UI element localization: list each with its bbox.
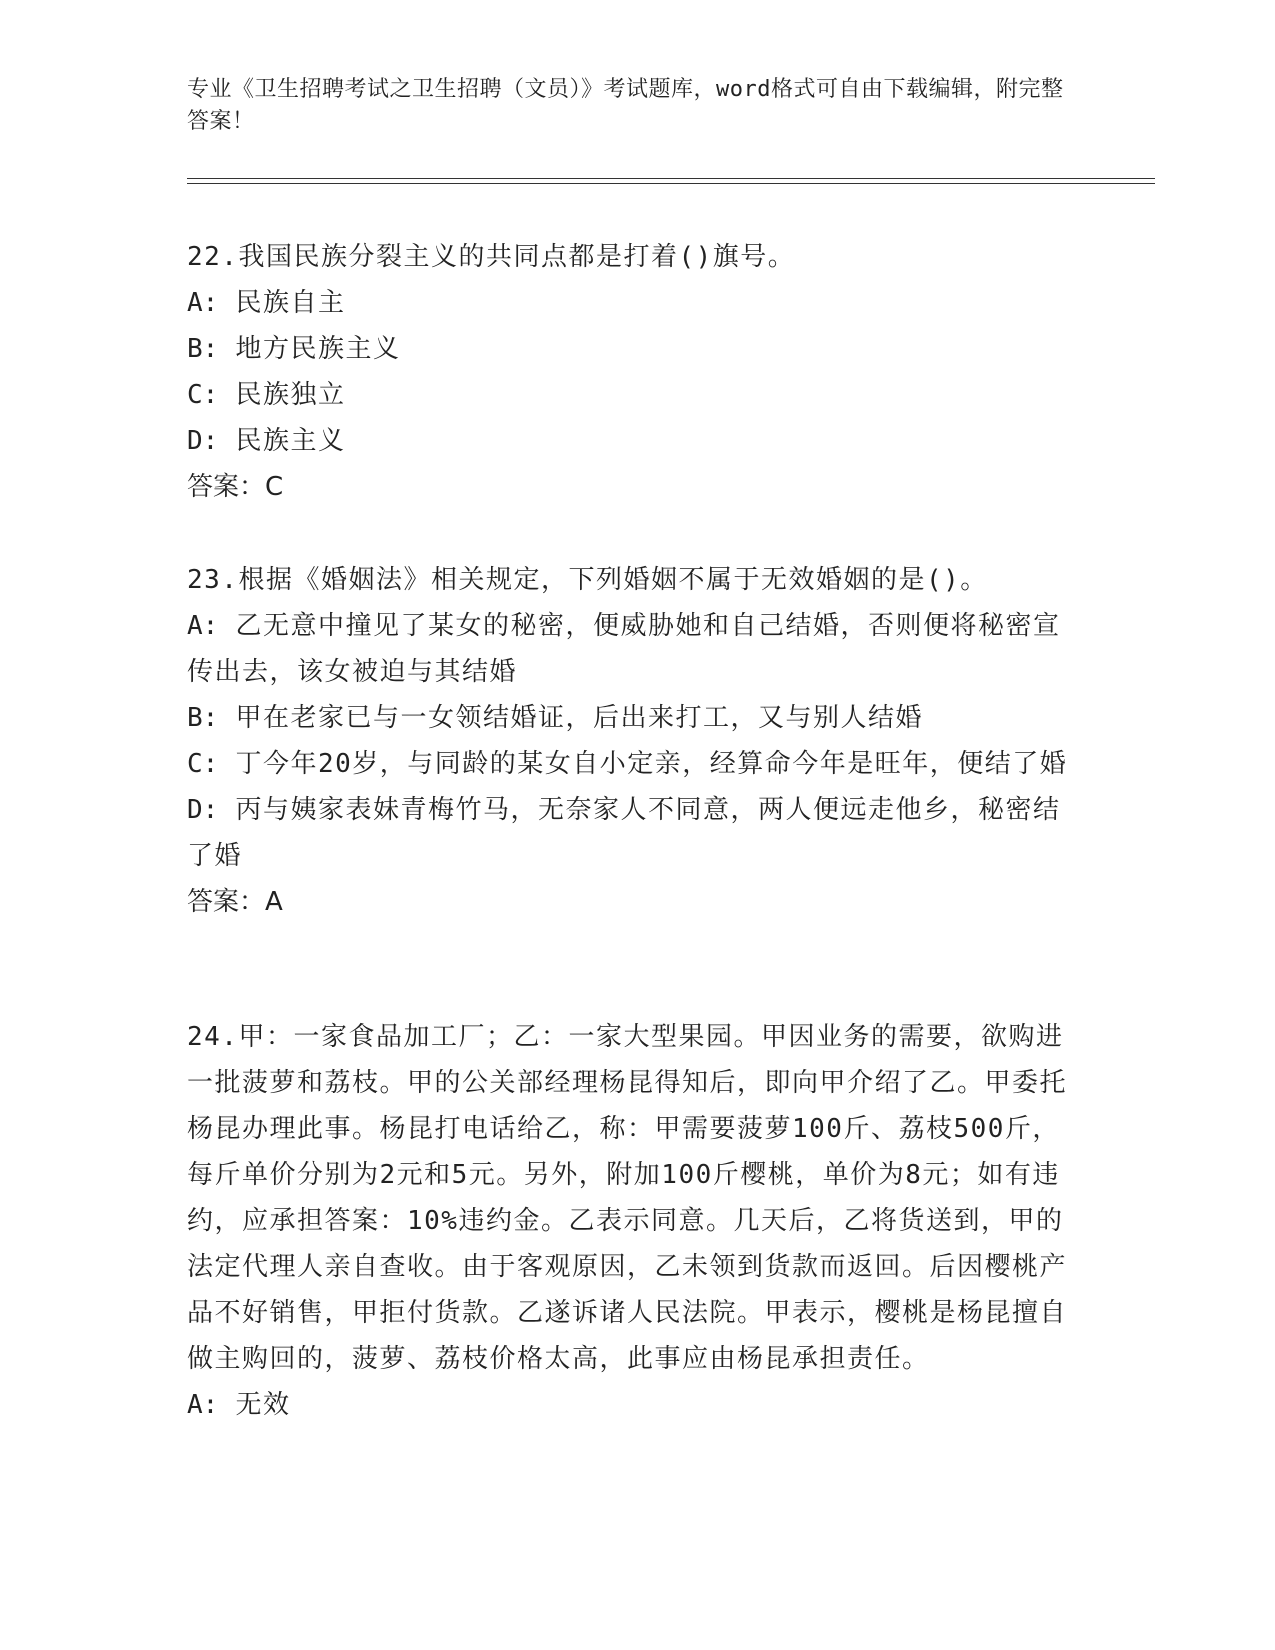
question-text: 甲：一家食品加工厂；乙：一家大型果园。甲因业务的需要，欲购进一批菠萝和荔枝。甲的公关部经理杨昆得知后，即向甲介绍了乙。甲委托杨昆办理此事。杨昆打电话给乙，称：甲需要菠萝100斤、荔枝500斤，每斤单价分别为2元和5元。另外，附加100斤樱桃，单价为8元；如有违约，应承担答案：10%违约金。乙表示同意。几天后，乙将货送到，甲的法定代理人亲自查收。由于客观原因，乙未领到货款而返回。后因樱桃产品不好销售，甲拒付货款。乙遂诉诸人民法院。甲表示，樱桃是杨昆擅自做主购回的，菠萝、荔枝价格太高，此事应由杨昆承担责任。 [187, 1022, 1068, 1374]
option-d [187, 418, 1072, 464]
option-text: 民族主义 [235, 426, 346, 456]
answer-line: 答案：C [187, 472, 284, 502]
option-text: 民族独立 [235, 380, 346, 410]
question-number: 22. [187, 242, 239, 272]
option-text: 无效 [235, 1390, 291, 1420]
option-text: 丁今年20岁，与同龄的某女自小定亲，经算命今年是旺年，便结了婚 [235, 749, 1068, 779]
option-text: 乙无意中撞见了某女的秘密，便威胁她和自己结婚，否则便将秘密宣传出去，该女被迫与其结婚 [187, 611, 1061, 687]
answer-line: 答案：A [187, 887, 283, 917]
option-a [187, 603, 1072, 695]
option-label: B: [187, 703, 219, 733]
option-a [187, 280, 1072, 326]
option-label: D: [187, 426, 219, 456]
option-label: A: [187, 611, 219, 641]
question-text: 我国民族分裂主义的共同点都是打着()旗号。 [238, 242, 796, 272]
option-b [187, 326, 1072, 372]
option-b [187, 695, 1072, 741]
question-23 [187, 557, 1072, 925]
question-stem [187, 1014, 1072, 1382]
option-label: C: [187, 380, 219, 410]
option-label: D: [187, 795, 219, 825]
option-text: 丙与姨家表妹青梅竹马，无奈家人不同意，两人便远走他乡，秘密结了婚 [187, 795, 1061, 871]
question-24 [187, 1014, 1072, 1428]
header-rule-bottom [187, 183, 1155, 184]
option-text: 地方民族主义 [235, 334, 401, 364]
option-label: C: [187, 749, 219, 779]
option-d [187, 787, 1072, 879]
option-text: 甲在老家已与一女领结婚证，后出来打工，又与别人结婚 [235, 703, 923, 733]
option-text: 民族自主 [235, 288, 346, 318]
question-stem [187, 557, 1072, 603]
question-stem [187, 234, 1072, 280]
option-label: A: [187, 1390, 219, 1420]
question-22 [187, 234, 1072, 510]
question-number: 23. [187, 565, 239, 595]
option-label: B: [187, 334, 219, 364]
document-header [187, 74, 1067, 138]
header-text: 专业《卫生招聘考试之卫生招聘（文员）》考试题库，word格式可自由下载编辑，附完整答案！ [187, 77, 1064, 134]
question-number: 24. [187, 1022, 239, 1052]
header-rule-top [187, 178, 1155, 179]
option-c [187, 372, 1072, 418]
question-text: 根据《婚姻法》相关规定，下列婚姻不属于无效婚姻的是()。 [238, 565, 988, 595]
option-label: A: [187, 288, 219, 318]
option-c [187, 741, 1072, 787]
option-a [187, 1382, 1072, 1428]
